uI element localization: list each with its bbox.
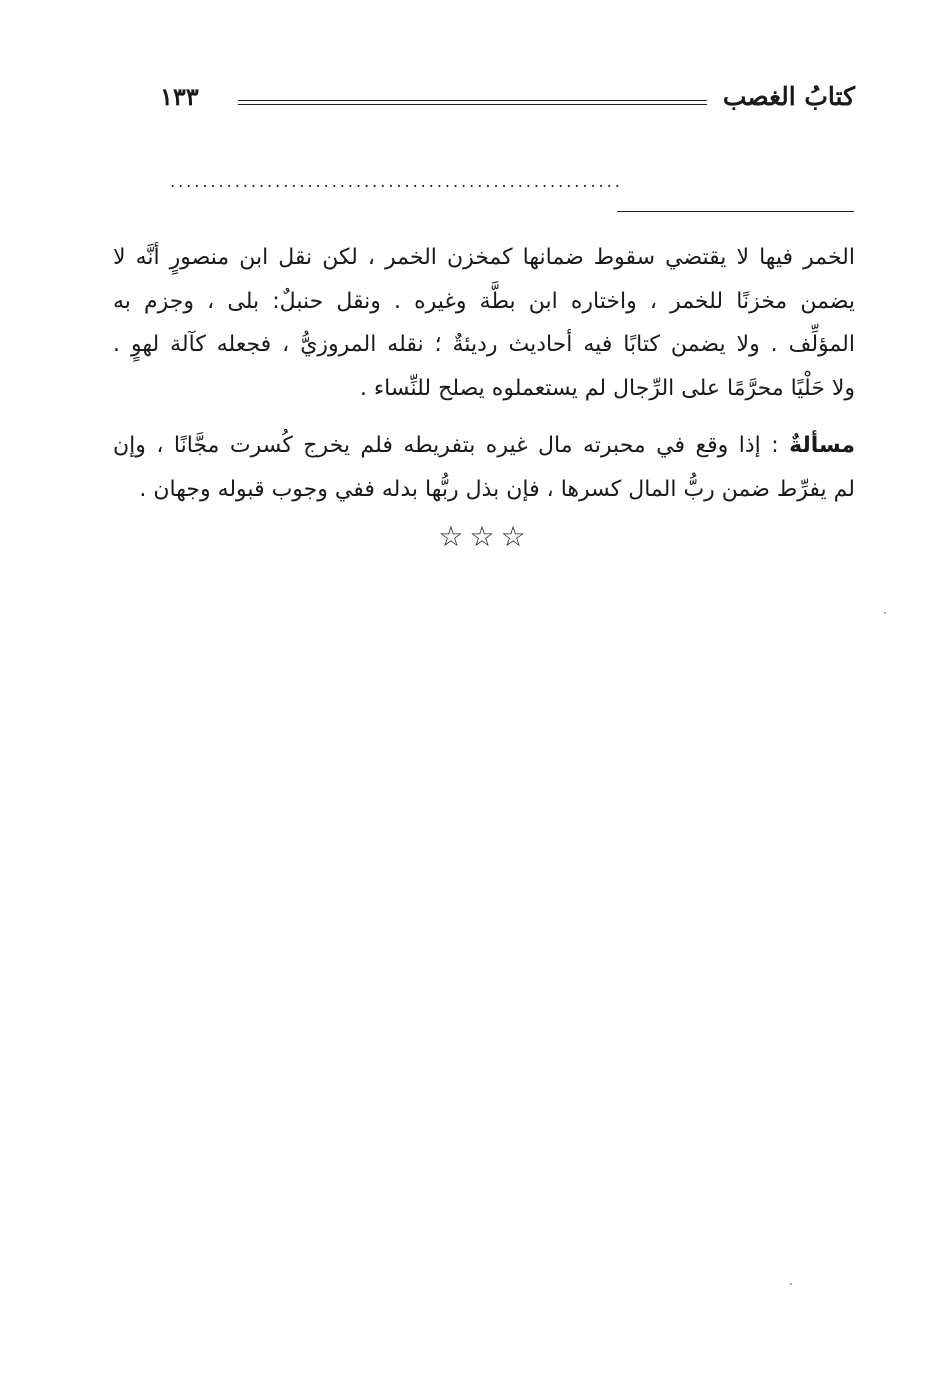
- text-line: [113, 424, 855, 468]
- page-number: ١٣٣: [160, 82, 199, 111]
- scan-speck: [884, 612, 886, 614]
- text-line: المؤلِّف . ولا يضمن كتابًا فيه أحاديث رديئةٌ ؛ نقله المروزيُّ ، فجعله كآلة لهوٍ .: [113, 332, 855, 357]
- text-line: يضمن مخزنًا للخمر ، واختاره ابن بطَّة وغيره . ونقل حنبلٌ: بلى ، وجزم به: [113, 288, 855, 314]
- header-double-rule: [238, 100, 707, 105]
- text-line: لم يفرِّط ضمن ربُّ المال كسرها ، فإن بذل ربُّها بدله ففي وجوب قبوله وجهان .: [139, 476, 855, 502]
- issue-term: مسألةٌ: [789, 433, 855, 458]
- scan-speck: [790, 1283, 792, 1285]
- chapter-title: كتابُ الغصب: [722, 82, 855, 111]
- main-text: [113, 236, 855, 511]
- text-line: الخمر فيها لا يقتضي سقوط ضمانها كمخزن الخمر ، لكن نقل ابن منصورٍ أنَّه لا: [113, 245, 855, 270]
- paragraph-1: [113, 236, 855, 410]
- omission-dots: ........................................................: [170, 172, 623, 191]
- text-line: ولا حَلْيًا محرَّمًا على الرِّجال لم يستعملوه يصلح للنِّساء .: [359, 375, 855, 401]
- paragraph-2: [113, 424, 855, 511]
- section-separator-stars: ☆☆☆: [438, 520, 532, 553]
- text-line-rest: : إذا وقع في محبرته مال غيره بتفريطه فلم يخرج كُسرت مجَّانًا ، وإن: [113, 433, 790, 458]
- running-header: [160, 82, 855, 122]
- section-rule: [617, 211, 854, 212]
